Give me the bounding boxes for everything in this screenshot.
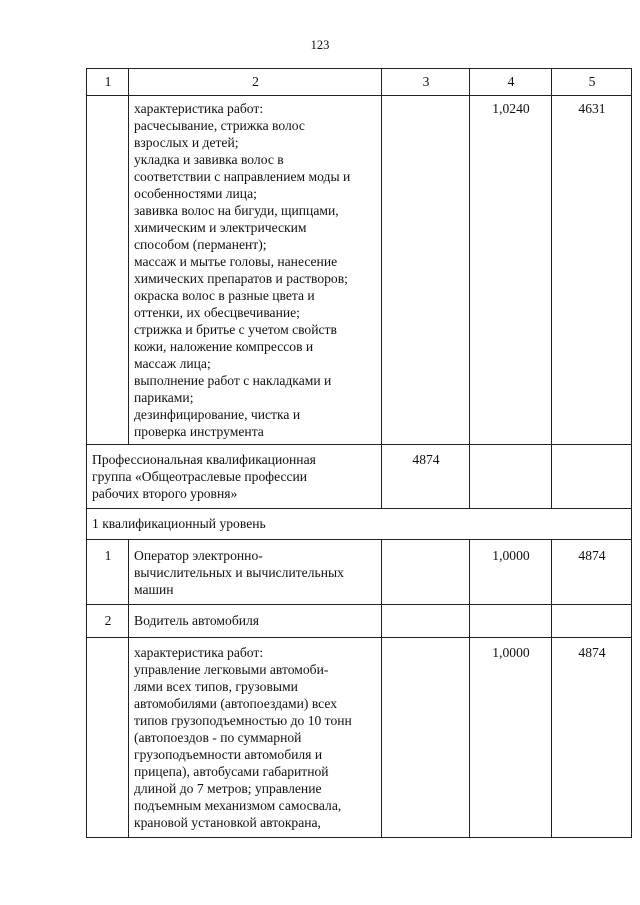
column-header-4: 4 [470,69,552,96]
coefficient-cell: 1,0240 [470,96,552,445]
work-description-cell: характеристика работ: расчесывание, стрижка волос взрослых и детей; укладка и завивка волос в соответствии с направлением моды и особенностями лица; завивка волос на бигуди, щипцами, химическим и электрическим способом (перманент); массаж и мытье головы, нанесение химических препаратов и растворов; окраска волос в разные цвета и оттенки, их обесцвечивание; стрижка и бритье с учетом свойств кожи, наложение компрессов и массаж лица; выполнение работ с накладками и париками; дезинфицирование, чистка и проверка инструмента [129,96,382,445]
table-row-group [87,445,632,509]
coefficient-cell: 1,0000 [470,540,552,605]
column-header-2: 2 [129,69,382,96]
table-row [87,638,632,838]
salary-total-cell [552,605,632,638]
row-number-cell: 2 [87,605,129,638]
qualification-level-cell: 1 квалификационный уровень [87,509,632,540]
table-header-row [87,69,632,96]
column-header-3: 3 [382,69,470,96]
coefficient-cell [470,445,552,509]
column-header-1: 1 [87,69,129,96]
table-row [87,540,632,605]
base-salary-cell [382,96,470,445]
salary-total-cell: 4874 [552,638,632,838]
salary-total-cell [552,445,632,509]
salary-total-cell: 4631 [552,96,632,445]
qualification-group-cell: Профессиональная квалификационная группа «Общеотраслевые профессии рабочих второго уровня» [87,445,382,509]
column-header-5: 5 [552,69,632,96]
base-salary-cell: 4874 [382,445,470,509]
profession-cell: Оператор электронно- вычислительных и вычислительных машин [129,540,382,605]
table-row [87,605,632,638]
tariff-table [86,68,632,838]
row-number-cell [87,638,129,838]
row-number-cell [87,96,129,445]
row-number-cell: 1 [87,540,129,605]
coefficient-cell [470,605,552,638]
table-row [87,96,632,445]
table-row-level [87,509,632,540]
page-number: 123 [310,38,330,52]
profession-cell: Водитель автомобиля [129,605,382,638]
salary-total-cell: 4874 [552,540,632,605]
work-description-cell: характеристика работ: управление легковыми автомоби- лями всех типов, грузовыми автомобилями (автопоездами) всех типов грузоподъемностью до 10 тонн (автопоездов - по суммарной грузоподъемности автомобиля и прицепа), автобусами габаритной длиной до 7 метров; управление подъемным механизмом самосвала, крановой установкой автокрана, [129,638,382,838]
base-salary-cell [382,540,470,605]
coefficient-cell: 1,0000 [470,638,552,838]
base-salary-cell [382,605,470,638]
base-salary-cell [382,638,470,838]
